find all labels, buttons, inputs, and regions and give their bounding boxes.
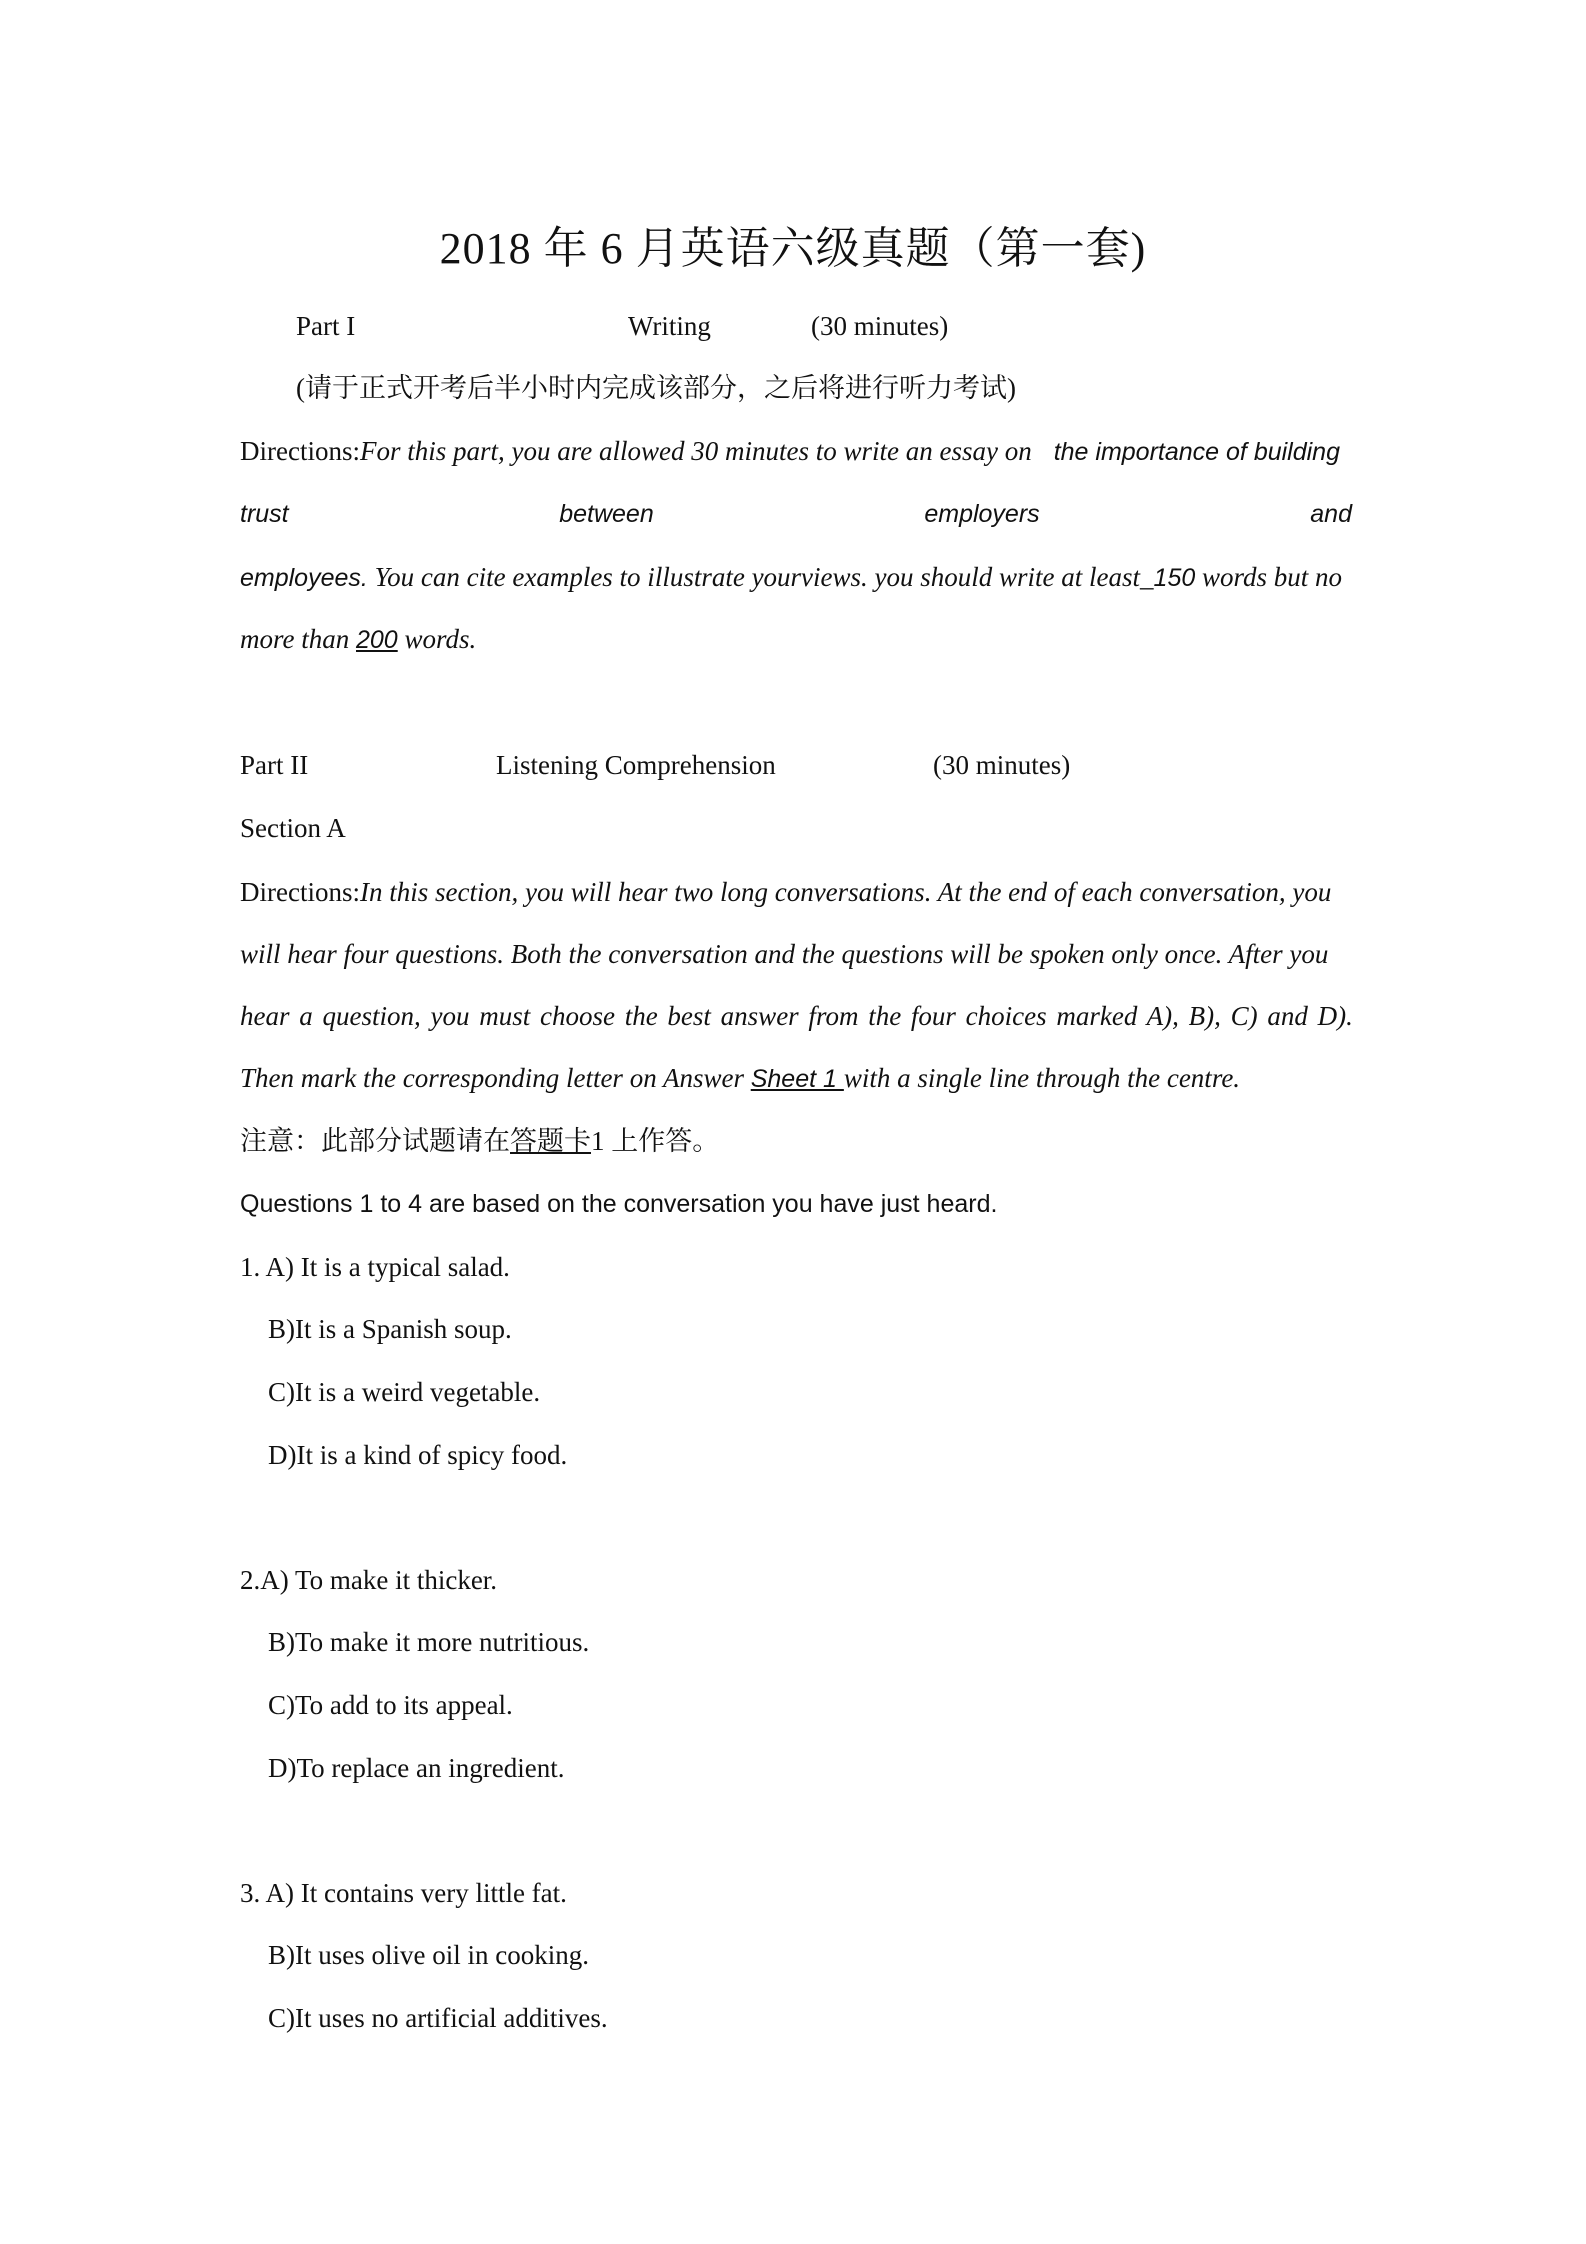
directions-text: with a single line through the centre. (843, 1063, 1241, 1093)
part1-label: Part I (296, 311, 356, 341)
topic-word: and (1310, 500, 1352, 528)
directions-text: more than (240, 624, 356, 654)
directions-text: words. (397, 624, 477, 654)
notice-text: 1 上作答。 (591, 1126, 720, 1156)
question-2-option-c: C)To add to its appeal. (268, 1690, 513, 1720)
page-title: 2018 年 6 月英语六级真题（第一套) (439, 224, 1147, 273)
part2-label: Part II (240, 750, 309, 780)
section-title: Section A (240, 813, 346, 843)
part2-time: (30 minutes) (933, 750, 1071, 780)
answer-card-ref: 答题卡 (510, 1126, 591, 1156)
directions-text: In this section, you will hear two long conversations. At the end of each conversation, you (359, 877, 1332, 907)
part2-directions-line2: will hear four questions. Both the conversation and the questions will be spoken only once. After you (240, 939, 1329, 969)
part2-directions-line1 (240, 874, 1331, 910)
topic-word: trust (240, 500, 289, 528)
notice-text: 注意：此部分试题请在 (240, 1126, 510, 1156)
question-1-option-a: 1. A) It is a typical salad. (240, 1252, 510, 1282)
essay-topic: the importance of building (1053, 438, 1340, 466)
directions-text: For this part, you are allowed 30 minutes to write an essay on (359, 436, 1032, 466)
directions-text: words but no (1195, 562, 1343, 592)
part1-directions-line4 (240, 621, 476, 658)
part2-name: Listening Comprehension (496, 750, 776, 780)
part1-directions-line1 (240, 433, 1340, 470)
directions-label: Directions: (240, 877, 360, 907)
directions-label: Directions: (240, 436, 360, 466)
question-group-heading: Questions 1 to 4 are based on the conversation you have just heard. (240, 1190, 998, 1218)
max-words: 200 (356, 626, 398, 654)
question-3-option-c: C)It uses no artificial additives. (268, 2003, 608, 2033)
part1-directions-line3 (240, 559, 1342, 596)
question-3-option-a: 3. A) It contains very little fat. (240, 1878, 567, 1908)
part2-directions-line3: hear a question, you must choose the best answer from the four choices marked A), B), C) and D). (240, 1001, 1353, 1031)
directions-text: Then mark the corresponding letter on Answer (240, 1063, 751, 1093)
answer-sheet-ref: Sheet 1 (750, 1065, 844, 1093)
question-2-option-b: B)To make it more nutritious. (268, 1627, 590, 1657)
notice-line (240, 1123, 719, 1159)
topic-word: employers (924, 500, 1040, 528)
topic-word: employees. (240, 564, 368, 592)
part1-directions-line2 (240, 496, 1352, 532)
question-3-option-b: B)It uses olive oil in cooking. (268, 1940, 589, 1970)
directions-text: You can cite examples to illustrate yourviews. you should write at least_ (367, 562, 1154, 592)
part1-time: (30 minutes) (811, 311, 949, 341)
question-1-option-d: D)It is a kind of spicy food. (268, 1440, 568, 1470)
question-1-option-c: C)It is a weird vegetable. (268, 1377, 541, 1407)
question-2-option-a: 2.A) To make it thicker. (240, 1565, 498, 1595)
part1-note: (请于正式开考后半小时内完成该部分，之后将进行听力考试) (296, 373, 1016, 403)
part1-name: Writing (628, 311, 711, 341)
min-words: 150 (1153, 564, 1196, 592)
topic-word: between (559, 500, 654, 528)
question-1-option-b: B)It is a Spanish soup. (268, 1314, 512, 1344)
part2-directions-line4 (240, 1060, 1240, 1097)
question-2-option-d: D)To replace an ingredient. (268, 1753, 565, 1783)
